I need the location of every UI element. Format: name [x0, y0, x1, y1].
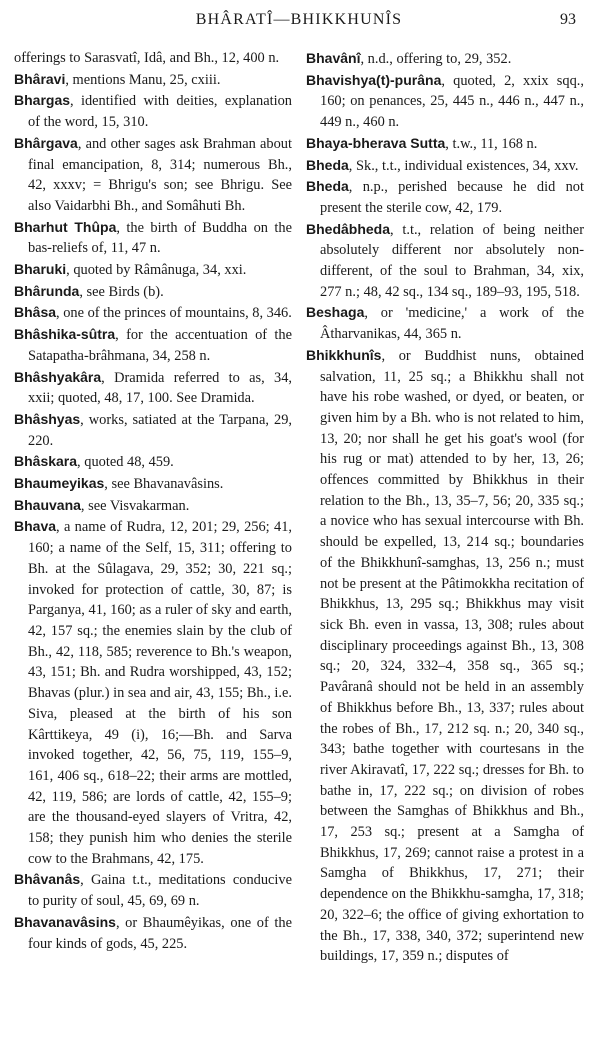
entry-headword: Bharhut Thûpa	[14, 218, 117, 235]
entry-text: , n.d., offering to, 29, 352.	[360, 51, 512, 67]
entry-headword: Bharuki	[14, 261, 67, 278]
index-entry	[14, 516, 292, 869]
entry-text: , the birth of Buddha on the bas-reliefs of, 11, 47 n.	[28, 219, 292, 257]
index-entry	[306, 133, 584, 155]
index-entry	[306, 176, 584, 218]
entry-headword: Bhârunda	[14, 282, 80, 299]
entry-headword: Bhava	[14, 518, 57, 535]
entry-headword: Bhargas	[14, 92, 71, 109]
index-entry	[14, 324, 292, 366]
entry-text: , t.w., 11, 168 n.	[445, 135, 538, 152]
index-entry	[306, 219, 584, 303]
right-column	[306, 48, 584, 967]
entry-headword: Bhedâbheda	[306, 220, 391, 237]
entry-text: , n.p., perished because he did not present the sterile cow, 42, 179.	[320, 179, 584, 216]
entry-headword: Bheda	[306, 178, 349, 195]
entry-text: , for the accentuation of the Satapatha-brâhmana, 34, 258 n.	[28, 327, 292, 364]
index-entry	[14, 473, 292, 495]
entry-headword: Bhâsa	[14, 304, 57, 321]
entry-text: offerings to Sarasvatî, Idâ, and Bh., 12, 400 n.	[14, 50, 280, 66]
page-header	[14, 6, 584, 34]
entry-text: , see Bhavanavâsins.	[104, 476, 224, 493]
index-entry	[14, 367, 292, 409]
index-entry	[306, 70, 584, 133]
entry-headword: Beshaga	[306, 304, 365, 321]
entry-headword: Bhâskara	[14, 453, 78, 470]
index-columns	[14, 48, 584, 967]
entry-headword: Bhavishya(t)-purâna	[306, 71, 442, 88]
index-entry	[14, 495, 292, 517]
entry-headword: Bhâshyakâra	[14, 368, 102, 385]
entry-text: , quoted 48, 459.	[77, 454, 174, 471]
index-entry	[14, 302, 292, 324]
entry-headword: Bhâvanâs	[14, 871, 81, 888]
index-entry	[306, 155, 584, 177]
entry-headword: Bhârgava	[14, 134, 78, 151]
entry-text: , Gaina t.t., meditations conducive to purity of soul, 45, 69, 69 n.	[28, 872, 292, 910]
entry-headword: Bhaumeyikas	[14, 475, 105, 492]
entry-text: , and other sages ask Brahman about final emancipation, 8, 314; numerous Bh., 42, xxxv; = Bhrigu's son; see Bhrigu. See also Vaidarbhi Bh., and Somâhuti Bh.	[28, 135, 292, 214]
entry-headword: Bhikkhunîs	[306, 346, 382, 363]
index-entry	[14, 48, 292, 69]
index-entry	[14, 259, 292, 281]
entry-text: , one of the princes of mountains, 8, 346.	[56, 305, 292, 322]
entry-text: , quoted, 2, xxix sqq., 160; on penances, 25, 445 n., 446 n., 447 n., 449 n., 460 n.	[320, 72, 584, 131]
index-entry	[306, 345, 584, 967]
index-entry	[14, 912, 292, 954]
entry-headword: Bhavanavâsins	[14, 913, 116, 930]
entry-headword: Bhauvana	[14, 496, 81, 513]
entry-text: , a name of Rudra, 12, 201; 29, 256; 41, 160; a name of the Self, 15, 311; offering to Bh. at the Sûlagava, 29, 352; 30, 221 sq.; invoked for protection of cattle, 30, 87; is Parganya, 41, 160; as a ruler of sky and earth, 42, 157 sq.; the enemies slain by the club of Bh., 42, 118, 585; reverence to Bh.'s weapon, 43, 151; Bh. and Rudra worshipped, 43, 152; Bhavas (plur.) in sea and air, 43, 155; Bh., i.e. Siva, pleased at the birth of his son Kârttikeya, 49 (i), 16;—Bh. and Sarva invoked together, 42, 56, 75, 119, 155–9, 161, 406 sq., 618–22; their arms are mottled, 42, 119, 586; are lords of cattle, 42, 155–9; are the thousand-eyed slayers of Vritra, 42, 158; they punish him who denies the sterile cow to the Brahmans, 42, 175.	[28, 519, 292, 867]
entry-text: , see Visvakarman.	[80, 497, 190, 514]
index-entry	[306, 48, 584, 70]
running-title: BHÂRATÎ—BHIKKHUNÎS	[195, 11, 403, 28]
index-entry	[14, 409, 292, 451]
entry-headword: Bhaya-bherava Sutta	[306, 134, 446, 151]
entry-text: , Sk., t.t., individual existences, 34, xxv.	[348, 157, 579, 174]
index-entry	[14, 69, 292, 91]
index-entry	[14, 869, 292, 911]
index-entry	[14, 90, 292, 132]
entry-text: , or 'medicine,' a work of the Âtharvanikas, 44, 365 n.	[320, 305, 584, 343]
index-entry	[14, 451, 292, 473]
entry-headword: Bhâshika-sûtra	[14, 326, 116, 343]
entry-text: , quoted by Râmânuga, 34, xxi.	[66, 262, 247, 279]
entry-text: , t.t., relation of being neither absolutely different nor absolutely non-different, of the soul to Brahman, 34, xix, 277 n.; 48, 42 sq., 134 sq., 189–93, 195, 518.	[320, 221, 584, 300]
page-number: 93	[560, 11, 576, 28]
index-entry	[14, 281, 292, 303]
entry-text: , identified with deities, explanation of the word, 15, 310.	[28, 93, 292, 131]
entry-text: , works, satiated at the Tarpana, 29, 220.	[28, 411, 292, 449]
entry-text: , Dramida referred to as, 34, xxii; quoted, 48, 17, 100. See Dramida.	[28, 369, 292, 407]
index-entry	[14, 217, 292, 259]
entry-headword: Bhâshyas	[14, 410, 81, 427]
entry-text: , mentions Manu, 25, cxiii.	[65, 71, 221, 88]
entry-text: , see Birds (b).	[79, 283, 164, 300]
entry-headword: Bheda	[306, 156, 349, 173]
index-entry	[14, 133, 292, 217]
index-entry	[306, 302, 584, 344]
entry-headword: Bhavânî	[306, 50, 361, 66]
entry-text: , or Buddhist nuns, obtained salvation, 11, 25 sq.; a Bhikkhu shall not have his robe washed, or dyed, or beaten, or given him by a Bh. who is not related to him, 13, 20; nor shall he get his goat's wool (for his rug or mat) attended to by her, 13, 26; offences committed by Bhikkhus in their relation to the Bh., 13, 35–7, 56; 20, 335 sq.; a novice who has sexual intercourse with Bh. should be expelled, 13, 214 sq.; boundaries of the Bhikkhunî-samghas, 13, 256 n.; must not be present at the Pâtimokkha recitation of Bhikkhus, 13, 295 sq.; Bhikkhus may visit sick Bh. even in vassa, 13, 308; rules about disciplinary proceedings against Bh., 13, 308 sq.; 20, 324, 332–4, 358 sq., 365 sq.; Pavâranâ should not be held in an assembly of Bhikkhus before Bh., 13, 337; rules about the robes of Bh., 17, 212 sq. n.; 20, 340 sq., 343; bathe together with courtesans in the river Akiravatî, 17, 222 sq.; dresses for Bh. to bathe in, 17, 222 sq.; on division of robes between the Samghas of Bhikkhus and Bh., 17, 253 sq.; present at a Samgha of Bhikkhus, 17, 269; cannot raise a protest in a Samgha of Bhikkhus, 17, 271; their dependence on the Bhikkhu-samgha, 17, 318; 20, 322–6; the office of giving exhortation to the Bh., 17, 338, 340, 372; superintend new buildings, 17, 359 n.; disputes of	[320, 347, 584, 965]
entry-headword: Bhâravi	[14, 70, 66, 87]
entry-text: , or Bhaumêyikas, one of the four kinds of gods, 45, 225.	[28, 914, 292, 952]
left-column	[14, 48, 292, 967]
